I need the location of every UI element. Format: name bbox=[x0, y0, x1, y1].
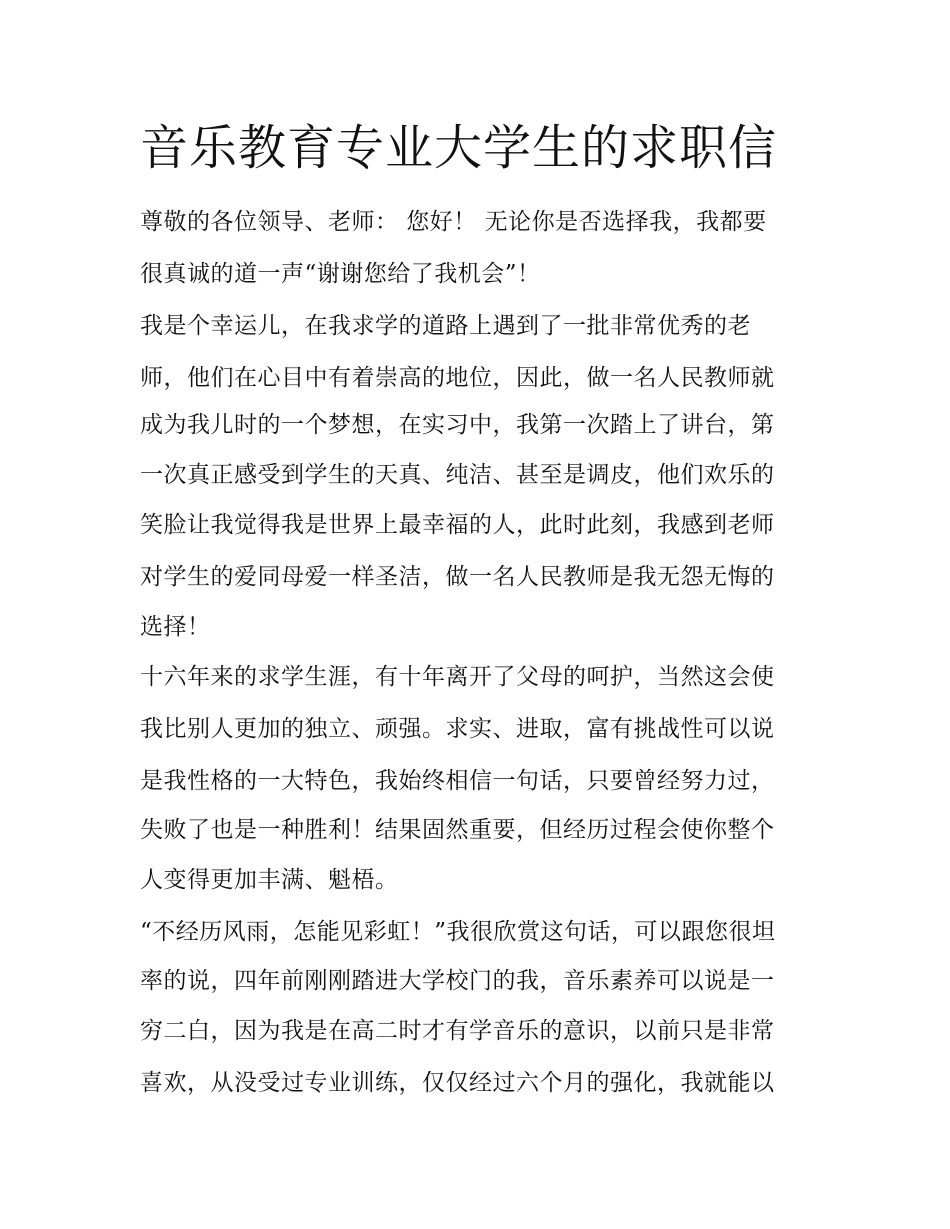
text-line: 失败了也是一种胜利！结果固然重要，但经历过程会使你整个 bbox=[140, 817, 775, 843]
text-line: 对学生的爱同母爱一样圣洁，做一名人民教师是我无怨无悔的 bbox=[140, 564, 775, 590]
text-line: 选择！ bbox=[140, 614, 211, 640]
text-line: 喜欢，从没受过专业训练，仅仅经过六个月的强化，我就能以 bbox=[140, 1070, 775, 1096]
text-line: 十六年来的求学生涯，有十年离开了父母的呵护，当然这会使 bbox=[140, 664, 775, 690]
text-line: 我比别人更加的独立、顽强。求实、进取，富有挑战性可以说 bbox=[140, 716, 775, 742]
text-line: 率的说，四年前刚刚踏进大学校门的我，音乐素养可以说是一 bbox=[140, 968, 775, 994]
text-line: 是我性格的一大特色，我始终相信一句话，只要曾经努力过， bbox=[140, 768, 775, 794]
text-line: 成为我儿时的一个梦想，在实习中，我第一次踏上了讲台，第 bbox=[140, 412, 775, 438]
page-title: 音乐教育专业大学生的求职信 bbox=[140, 120, 778, 176]
text-line: 很真诚的道一声“谢谢您给了我机会”！ bbox=[140, 261, 541, 287]
text-line: 笑脸让我觉得我是世界上最幸福的人，此时此刻，我感到老师 bbox=[140, 512, 775, 538]
text-line: 一次真正感受到学生的天真、纯洁、甚至是调皮，他们欢乐的 bbox=[140, 462, 775, 488]
text-line: 尊敬的各位领导、老师： 您好！ 无论你是否选择我，我都要 bbox=[140, 209, 767, 235]
text-line: “不经历风雨，怎能见彩虹！”我很欣赏这句话，可以跟您很坦 bbox=[140, 919, 776, 945]
text-line: 我是个幸运儿，在我求学的道路上遇到了一批非常优秀的老 bbox=[140, 313, 751, 339]
text-line: 人变得更加丰满、魁梧。 bbox=[140, 867, 399, 893]
text-line: 穷二白，因为我是在高二时才有学音乐的意识，以前只是非常 bbox=[140, 1018, 775, 1044]
text-line: 师，他们在心目中有着崇高的地位，因此，做一名人民教师就 bbox=[140, 365, 775, 391]
